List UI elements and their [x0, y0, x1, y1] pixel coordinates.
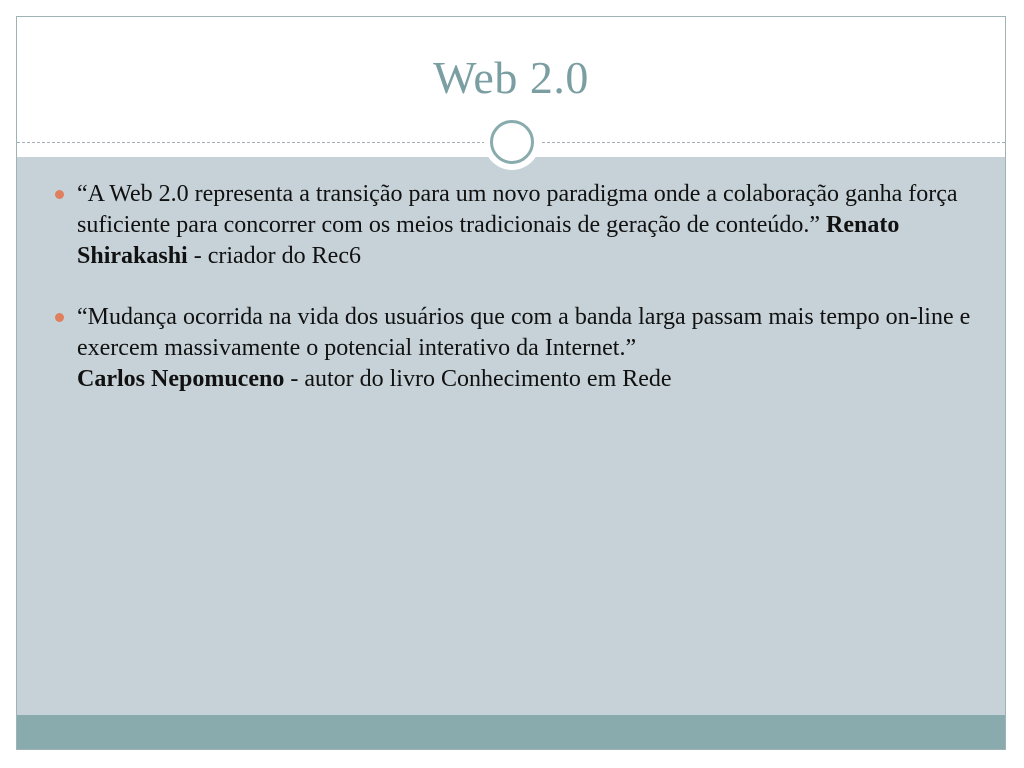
circle-ornament-icon: [484, 114, 540, 170]
bullet-dot-icon: [55, 313, 64, 322]
quote-author: Renato Shirakashi: [77, 212, 900, 269]
quote-author: Carlos Nepomuceno: [77, 366, 285, 392]
quote-author-role: - autor do livro Conhecimento em Rede: [284, 366, 672, 392]
bullet-list: [53, 179, 983, 425]
bullet-item-nepomuceno: [53, 302, 983, 395]
slide: [16, 16, 1006, 750]
bullet-item-shirakashi: [53, 179, 983, 272]
quote-author-role: - criador do Rec6: [187, 243, 361, 269]
quote-text: “A Web 2.0 representa a transição para um novo paradigma onde a colaboração ganha força suficiente para concorrer com os meios tradicionais de geração de conteúdo.”: [77, 181, 958, 238]
circle-ornament-ring: [490, 120, 534, 164]
slide-title: Web 2.0: [433, 52, 589, 103]
quote-text: “Mudança ocorrida na vida dos usuários que com a banda larga passam mais tempo on-line e exercem massivamente o potencial interativo da Internet.”: [77, 304, 971, 361]
bullet-dot-icon: [55, 190, 64, 199]
footer-band: [17, 715, 1005, 749]
